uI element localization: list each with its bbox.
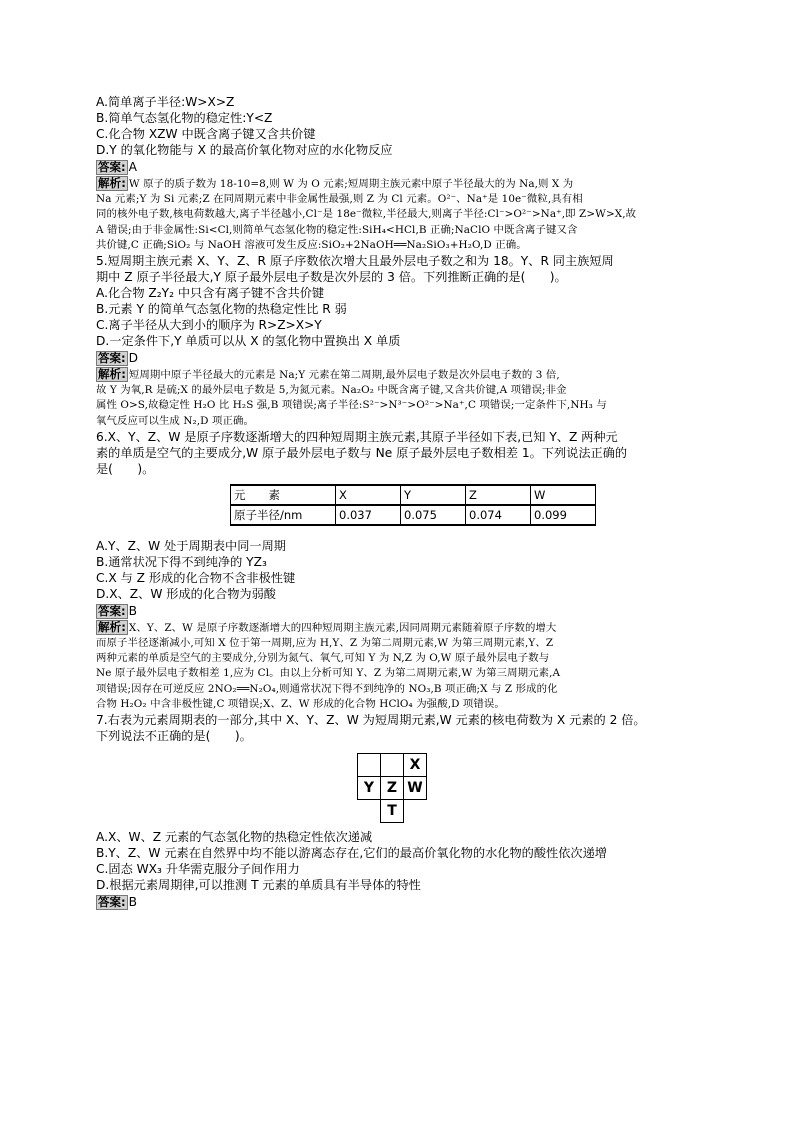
q4-exp-line-5: 共价键,C 正确;SiO₂ 与 NaOH 溶液可发生反应:SiO₂+2NaOH══Na₂SiO₃+H₂O,D 正确。	[96, 238, 527, 251]
table-cell: 0.099	[531, 505, 596, 525]
table-cell: 元 素	[231, 485, 336, 505]
q4-answer-value: A	[128, 160, 137, 174]
analysis-label: 解析:	[98, 619, 126, 634]
q4-option-c: C.化合物 XZW 中既含离子键又含共价键	[96, 127, 316, 141]
table-row	[231, 485, 596, 505]
table-row	[358, 754, 427, 777]
q6-option-b: B.通常状况下得不到纯净的 YZ₃	[96, 554, 267, 569]
q4-exp-line-2: Na 元素;Y 为 Si 元素;Z 在同周期元素中非金属性最强,则 Z 为 Cl 元素。O²⁻、Na⁺是 10e⁻微粒,具有相	[96, 193, 583, 206]
q7-option-c: C.固态 WX₃ 升华需克服分子间作用力	[96, 862, 300, 877]
table-cell: 0.037	[336, 505, 401, 525]
answer-label: 答案:	[98, 895, 126, 910]
q6-option-c: C.X 与 Z 形成的化合物不含非极性键	[96, 570, 296, 585]
q4-exp-line-3: 同的核外电子数,核电荷数越大,离子半径越小,Cl⁻是 18e⁻微粒,半径最大,则离子半径:Cl⁻>O²⁻>Na⁺,即 Z>W>X,故	[96, 208, 637, 221]
table-cell: Y	[358, 777, 381, 800]
q5-option-b: B.元素 Y 的简单气态氢化物的热稳定性比 R 弱	[96, 302, 347, 317]
q6-exp-line-3: 两种元素的单质是空气的主要成分,分别为氮气、氧气,可知 Y 为 N,Z 为 O,W 原子最外层电子数与	[96, 652, 550, 665]
q6-stem-2: 素的单质是空气的主要成分,W 原子最外层电子数与 Ne 原子最外层电子数相差 1。下列说法正确的	[96, 445, 628, 460]
q4-option-d: D.Y 的氧化物能与 X 的最高价氧化物对应的水化物反应	[96, 143, 393, 157]
table-cell: 原子半径/nm	[231, 505, 336, 525]
q6-exp-line-5: 项错误;因存在可逆反应 2NO₂══N₂O₄,则通常状况下得不到纯净的 NO₃,B 项正确;X 与 Z 形成的化	[96, 682, 558, 695]
q4-explanation	[96, 176, 702, 192]
q7-option-d: D.根据元素周期律,可以推测 T 元素的单质具有半导体的特性	[96, 878, 421, 893]
table-cell: Y	[401, 485, 466, 505]
periodic-table-fragment	[357, 753, 427, 823]
q7-stem-2: 下列说法不正确的是( )。	[96, 729, 252, 744]
q6-exp-line-4: Ne 原子最外层电子数相差 1,应为 Cl。由以上分析可知 Y、Z 为第二周期元素,W 为第三周期元素,A	[96, 667, 561, 680]
q4-option-a: A.简单离子半径:W>X>Z	[96, 95, 235, 109]
table-row	[231, 505, 596, 525]
q7-option-a: A.X、W、Z 元素的气态氢化物的热稳定性依次递减	[96, 830, 373, 845]
q4-exp-line-4: A 错误;由于非金属性:Si<Cl,则简单气态氢化物的稳定性:SiH₄<HCl,B 正确;NaClO 中既含离子键又含	[96, 223, 578, 236]
q6-option-a: A.Y、Z、W 处于周期表中同一周期	[96, 538, 286, 553]
table-cell: X	[336, 485, 401, 505]
table-row	[358, 777, 427, 800]
q6-explanation	[96, 620, 702, 636]
q6-exp-line-1: X、Y、Z、W 是原子序数逐渐增大的四种短周期主族元素,因同周期元素随着原子序数的增大	[128, 621, 557, 634]
q5-option-d: D.一定条件下,Y 单质可以从 X 的氢化物中置换出 X 单质	[96, 334, 401, 349]
table-cell	[358, 754, 381, 777]
table-cell: 0.075	[401, 505, 466, 525]
table-cell: X	[404, 754, 427, 777]
spacer	[96, 526, 702, 538]
q5-option-c: C.离子半径从大到小的顺序为 R>Z>X>Y	[96, 318, 322, 333]
table-cell	[404, 800, 427, 823]
q7-stem-1: 7.右表为元素周期表的一部分,其中 X、Y、Z、W 为短周期元素,W 元素的核电荷数为 X 元素的 2 倍。	[96, 713, 646, 728]
answer-label: 答案:	[98, 160, 126, 174]
answer-label: 答案:	[98, 603, 126, 618]
analysis-label: 解析:	[98, 176, 126, 190]
q6-exp-line-6: 合物 H₂O₂ 中含非极性键,C 项错误;X、Z、W 形成的化合物 HClO₄ 为强酸,D 项错误。	[96, 697, 505, 710]
table-cell: W	[531, 485, 596, 505]
table-cell: T	[381, 800, 404, 823]
table-cell	[381, 754, 404, 777]
table-cell: Z	[466, 485, 531, 505]
q5-explanation	[96, 367, 702, 383]
q6-answer	[96, 603, 702, 619]
document-page	[96, 94, 702, 911]
q5-exp-line-1: 短周期中原子半径最大的元素是 Na;Y 元素在第二周期,最外层电子数是次外层电子数的 3 倍,	[128, 369, 560, 382]
q4-exp-line-1: W 原子的质子数为 18-10=8,则 W 为 O 元素;短周期主族元素中原子半径最大的为 Na,则 X 为	[128, 178, 574, 190]
q7-answer-value: B	[128, 895, 137, 910]
q5-answer-value: D	[128, 351, 138, 366]
table-cell: Z	[381, 777, 404, 800]
answer-label: 答案:	[98, 351, 126, 366]
q5-exp-line-4: 氧气反应可以生成 N₂,D 项正确。	[96, 414, 254, 427]
q7-option-b: B.Y、Z、W 元素在自然界中均不能以游离态存在,它们的最高价氧化物的水化物的酸性依次递增	[96, 846, 607, 861]
table-cell	[358, 800, 381, 823]
q5-answer	[96, 350, 702, 366]
q6-answer-value: B	[128, 603, 137, 618]
q4-answer	[96, 159, 702, 175]
q5-exp-line-3: 属性 O>S,故稳定性 H₂O 比 H₂S 强,B 项错误;离子半径:S²⁻>N³⁻>O²⁻>Na⁺,C 项错误;一定条件下,NH₃ 与	[96, 399, 607, 412]
analysis-label: 解析:	[98, 367, 126, 382]
q4-option-b: B.简单气态氢化物的稳定性:Y<Z	[96, 111, 273, 125]
table-cell: W	[404, 777, 427, 800]
q5-stem-1: 5.短周期主族元素 X、Y、Z、R 原子序数依次增大且最外层电子数之和为 18。Y、R 同主族短周	[96, 254, 614, 269]
q5-stem-2: 期中 Z 原子半径最大,Y 原子最外层电子数是次外层的 3 倍。下列推断正确的是( )。	[96, 270, 567, 285]
q5-option-a: A.化合物 Z₂Y₂ 中只含有离子键不含共价键	[96, 286, 325, 301]
q5-exp-line-2: 故 Y 为氧,R 是硫;X 的最外层电子数是 5,为氮元素。Na₂O₂ 中既含离子键,又含共价键,A 项错误;非金	[96, 384, 567, 397]
q6-stem-3: 是( )。	[96, 461, 155, 476]
q7-answer	[96, 894, 702, 910]
atomic-radius-table	[230, 484, 596, 526]
table-row	[358, 800, 427, 823]
q6-stem-1: 6.X、Y、Z、W 是原子序数逐渐增大的四种短周期主族元素,其原子半径如下表,已知 Y、Z 两种元	[96, 429, 618, 444]
table-cell: 0.074	[466, 505, 531, 525]
q6-option-d: D.X、Z、W 形成的化合物为弱酸	[96, 586, 276, 601]
q6-exp-line-2: 而原子半径逐渐减小,可知 X 位于第一周期,应为 H,Y、Z 为第二周期元素,W 为第三周期元素,Y、Z	[96, 637, 554, 650]
